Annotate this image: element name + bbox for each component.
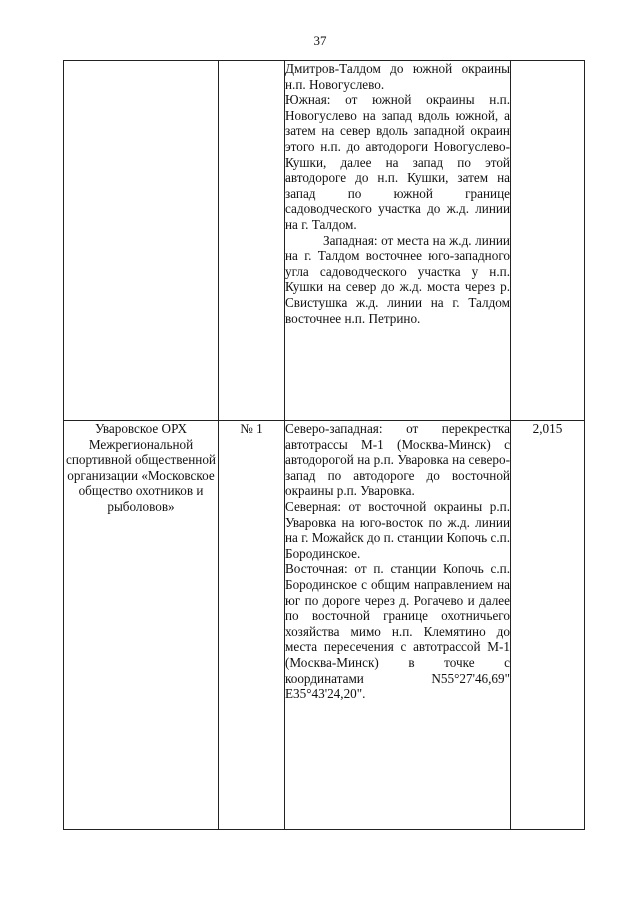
number-cell-empty bbox=[219, 61, 285, 421]
owner-cell: Уваровское ОРХ Межрегиональной спортивной общественной организации «Московское общество охотников и рыболовов» bbox=[64, 421, 219, 830]
boundary-description-cell bbox=[285, 421, 511, 830]
boundary-description-cell bbox=[285, 61, 511, 421]
boundary-paragraph: Северная: от восточной окраины р.п. Уваровка на юго-восток по ж.д. линии на г. Можайск до п. станции Копочь с.п. Бородинское. bbox=[285, 498, 510, 561]
boundary-paragraph: Южная: от южной окраины н.п. Новогуслево на запад вдоль южной, а затем на север вдоль западной окраин этого н.п. до автодороги Новогуслево-Кушки, далее на запад по этой автодороге до н.п. Кушки, затем на запад по южной границе садоводческого участка до ж.д. линии на г. Талдом. bbox=[285, 92, 510, 232]
boundary-paragraph: Восточная: от п. станции Копочь с.п. Бородинское с общим направлением на юг по дороге через д. Рогачево и далее по восточной границе охотничьего хозяйства мимо н.п. Клемятино до места пересечения с автотрассой М-1 (Москва-Минск) в точке с координатами N55°27'46,69" E35°43'24,20". bbox=[285, 561, 510, 702]
page-number: 37 bbox=[313, 33, 327, 48]
area-cell-empty bbox=[511, 61, 585, 421]
owner-cell-empty bbox=[64, 61, 219, 421]
table-row-continuation bbox=[64, 61, 585, 421]
area-cell: 2,015 bbox=[511, 421, 585, 830]
number-cell: № 1 bbox=[219, 421, 285, 830]
boundary-paragraph: Дмитров-Талдом до южной окраины н.п. Новогуслево. bbox=[285, 61, 510, 92]
boundary-paragraph: Западная: от места на ж.д. линии на г. Талдом восточнее юго-западного угла садоводческого участка у н.п. Кушки на север до ж.д. моста через р. Свистушка ж.д. линии на г. Талдом восточнее н.п. Петрино. bbox=[285, 232, 510, 326]
table-row-uvarovskoe bbox=[64, 421, 585, 830]
boundary-paragraph: Северо-западная: от перекрестка автотрассы М-1 (Москва-Минск) с автодорогой на р.п. Уваровка на северо-запад по автодороге до восточной окраины р.п. Уваровка. bbox=[285, 421, 510, 499]
hunting-grounds-table bbox=[63, 60, 585, 830]
